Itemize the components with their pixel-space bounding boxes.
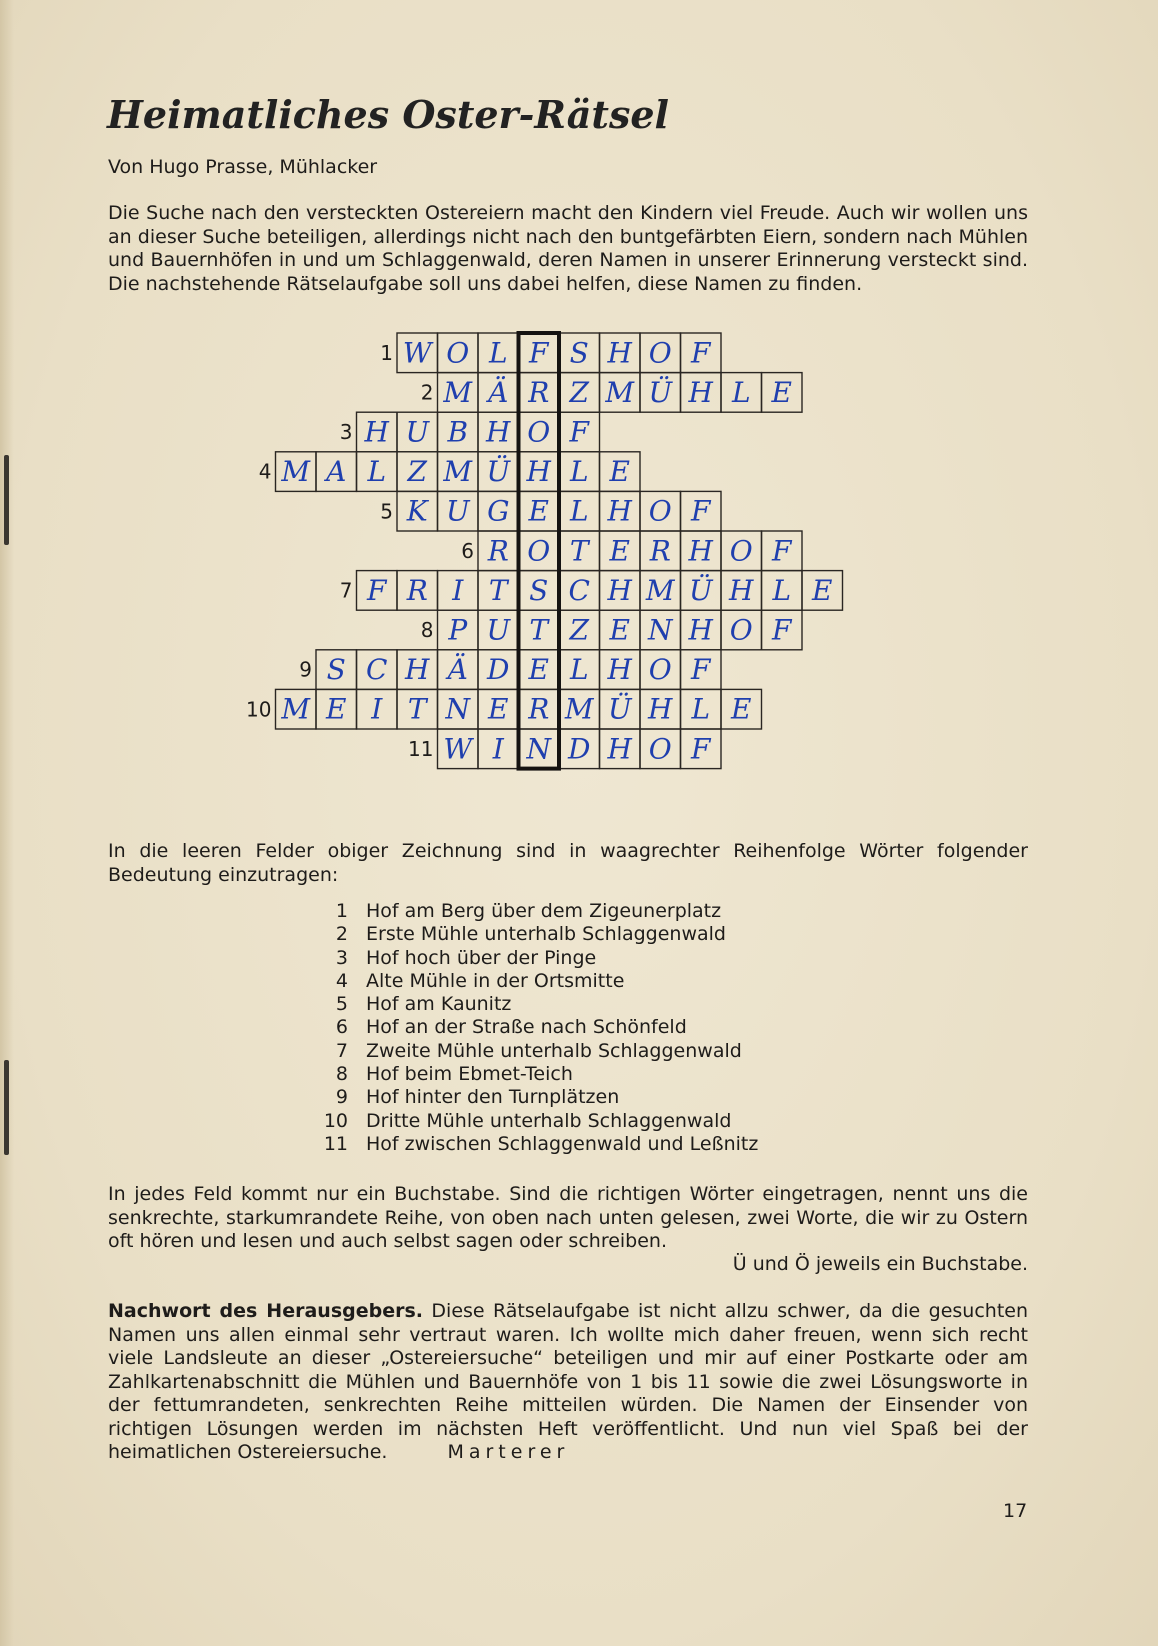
row-number: 6 (461, 538, 474, 563)
cell-letter: G (487, 494, 510, 528)
clue-number: 3 (335, 946, 348, 969)
row-number: 10 (246, 697, 272, 722)
cell-letter: S (569, 336, 589, 370)
cell-letter: T (407, 692, 427, 726)
cell-letter: B (447, 415, 469, 449)
clue-text: Alte Mühle in der Ortsmitte (366, 969, 625, 992)
cell-letter: R (649, 534, 671, 568)
cell-letter: H (688, 613, 713, 647)
row-number: 7 (339, 578, 353, 603)
cell-letter: E (528, 653, 549, 687)
cell-letter: M (605, 375, 635, 409)
cell-letter: D (487, 653, 510, 687)
row-number: 2 (420, 380, 434, 405)
cell-letter: W (402, 336, 432, 370)
cell-letter: Ü (648, 375, 673, 409)
cell-letter: C (366, 653, 388, 687)
cell-letter: L (569, 455, 589, 489)
cell-letter: O (648, 732, 672, 766)
cell-letter: L (569, 653, 589, 687)
clue-number: 11 (323, 1132, 348, 1155)
signature: Marterer (447, 1441, 570, 1463)
clue-item (318, 900, 878, 923)
cell-letter: Z (569, 375, 589, 409)
clue-number: 7 (335, 1039, 348, 1062)
cell-letter: M (564, 692, 594, 726)
clue-item (318, 1040, 878, 1063)
clue-item (318, 993, 878, 1016)
cell-letter: O (648, 653, 672, 687)
cell-letter: E (609, 534, 630, 568)
cell-letter: H (607, 653, 632, 687)
clue-list (318, 900, 878, 1156)
cell-letter: H (364, 415, 389, 449)
cell-letter: T (488, 573, 508, 607)
cell-letter: F (691, 653, 711, 687)
cell-letter: O (648, 336, 672, 370)
cell-letter: S (529, 573, 549, 607)
clue-item (318, 1133, 878, 1156)
cell-letter: Ä (447, 653, 468, 687)
cell-letter: F (529, 336, 549, 370)
clue-text: Hof an der Straße nach Schönfeld (366, 1016, 687, 1039)
cell-letter: E (771, 375, 792, 409)
cell-letter: H (688, 375, 713, 409)
cell-letter: L (772, 573, 792, 607)
author-line: Von Hugo Prasse, Mühlacker (108, 156, 378, 178)
clue-number: 10 (323, 1109, 348, 1132)
cell-letter: N (526, 732, 551, 766)
row-number: 5 (380, 499, 393, 524)
cell-letter: Ü (607, 692, 632, 726)
cell-letter: Ü (486, 455, 511, 489)
cell-letter: Ä (488, 375, 509, 409)
cell-letter: C (568, 573, 590, 607)
cell-letter: L (569, 494, 589, 528)
clue-text: Hof beim Ebmet-Teich (366, 1063, 573, 1086)
cell-letter: W (443, 732, 473, 766)
row-number: 8 (420, 618, 434, 643)
clue-item (318, 923, 878, 946)
cell-letter: O (648, 494, 672, 528)
afterword-text: Diese Rätselaufgabe ist nicht allzu schwer, da die gesuchten Namen uns allen einmal sehr vertraut waren. Ich wollte mich daher freuen, wenn sich recht viele Landsleute an dieser „Ostereiersuche“ beteiligen und mir auf einer Postkarte oder am Zahlkartenabschnitt die Mühlen und Bauernhöfe von 1 bis 11 sowie die zwei Lösungsworte in der fettumrandeten, senkrechten Reihe mitteilen würden. Die Namen der Einsender von richtigen Lösungen werden im nächsten Heft veröffentlicht. Und nun viel Spaß bei der heimatlichen Ostereiersuche. (108, 1300, 1028, 1463)
intro-paragraph: Die Suche nach den versteckten Ostereiern macht den Kindern viel Freude. Auch wir wollen uns an dieser Suche beteiligen, allerdings nicht nach den buntgefärbten Eiern, sondern nach Mühlen und Bauernhöfen in und um Schlaggenwald, deren Namen in unserer Erinnerung versteckt sind. Die nachstehende Rätselaufgabe soll uns dabei helfen, diese Namen zu finden. (108, 202, 1028, 295)
page-title: Heimatliches Oster-Rätsel (107, 92, 669, 137)
clue-text: Hof hinter den Turnplätzen (366, 1086, 620, 1109)
cell-letter: H (607, 494, 632, 528)
clue-text: Hof am Berg über dem Zigeunerplatz (366, 900, 722, 922)
row-number: 1 (380, 340, 393, 365)
cell-letter: E (609, 613, 630, 647)
cell-letter: H (526, 455, 551, 489)
cell-letter: O (527, 415, 551, 449)
cell-letter: L (691, 692, 711, 726)
cell-letter: N (648, 613, 673, 647)
cell-letter: F (367, 573, 387, 607)
clue-number: 9 (335, 1086, 348, 1109)
cell-letter: O (729, 613, 753, 647)
cell-letter: H (688, 534, 713, 568)
cell-letter: U (405, 415, 430, 449)
cell-letter: P (448, 613, 468, 647)
cell-letter: H (607, 732, 632, 766)
cell-letter: R (528, 692, 550, 726)
clue-number: 1 (335, 900, 348, 922)
cell-letter: L (731, 375, 751, 409)
clue-number: 5 (335, 993, 348, 1016)
clue-item (318, 970, 878, 993)
cell-letter: E (488, 692, 509, 726)
cell-letter: H (405, 653, 430, 687)
afterword-heading: Nachwort des Herausgebers. (108, 1300, 423, 1322)
umlaut-note: Ü und Ö jeweils ein Buchstabe. (732, 1253, 1028, 1275)
cell-letter: M (281, 692, 311, 726)
cell-letter: H (648, 692, 673, 726)
cell-letter: M (281, 455, 311, 489)
cell-letter: K (406, 494, 428, 528)
clue-item (318, 947, 878, 970)
cell-letter: H (607, 573, 632, 607)
instruction-paragraph: In die leeren Felder obiger Zeichnung sind in waagrechter Reihenfolge Wörter folgender Bedeutung einzutragen: (108, 840, 1028, 886)
cell-letter: L (367, 455, 387, 489)
cell-letter: R (406, 573, 428, 607)
cell-letter: U (486, 613, 511, 647)
cell-letter: F (772, 534, 792, 568)
clue-text: Dritte Mühle unterhalb Schlaggenwald (366, 1109, 732, 1132)
clue-text: Erste Mühle unterhalb Schlaggenwald (366, 923, 726, 946)
cell-letter: R (528, 375, 550, 409)
cell-letter: U (445, 494, 470, 528)
clue-item (318, 1063, 878, 1086)
clue-item (318, 1110, 878, 1133)
cell-letter: A (326, 455, 347, 489)
clue-text: Hof hoch über der Pinge (366, 946, 597, 969)
cell-letter: F (691, 494, 711, 528)
clue-number: 4 (335, 969, 348, 992)
cell-letter: I (492, 732, 504, 766)
cell-letter: M (443, 375, 473, 409)
cell-letter: M (645, 573, 675, 607)
clue-number: 6 (335, 1016, 348, 1039)
cell-letter: Z (569, 613, 589, 647)
cell-letter: L (488, 336, 508, 370)
cell-letter: H (607, 336, 632, 370)
cell-letter: E (609, 455, 630, 489)
clue-item (318, 1016, 878, 1039)
cell-letter: I (371, 692, 383, 726)
clue-text: Hof zwischen Schlaggenwald und Leßnitz (366, 1132, 759, 1155)
cell-letter: F (569, 415, 589, 449)
clue-text: Hof am Kaunitz (366, 993, 512, 1016)
cell-letter: E (731, 692, 752, 726)
clue-text: Zweite Mühle unterhalb Schlaggenwald (366, 1039, 742, 1062)
cell-letter: D (568, 732, 591, 766)
cell-letter: E (326, 692, 347, 726)
cell-letter: S (326, 653, 346, 687)
cell-letter: R (487, 534, 509, 568)
afterword-paragraph (108, 1300, 1028, 1465)
cell-letter: I (452, 573, 464, 607)
row-number: 3 (339, 420, 353, 445)
cell-letter: Z (407, 455, 427, 489)
clue-number: 8 (335, 1063, 348, 1086)
cell-letter: H (486, 415, 511, 449)
clue-number: 2 (335, 923, 348, 946)
cell-letter: T (569, 534, 589, 568)
cell-letter: Ü (688, 573, 713, 607)
cell-letter: O (729, 534, 753, 568)
cell-letter: F (691, 732, 711, 766)
clue-item (318, 1086, 878, 1109)
cell-letter: O (446, 336, 470, 370)
cell-letter: O (527, 534, 551, 568)
page-number: 17 (1003, 1500, 1028, 1522)
row-number: 9 (299, 657, 312, 682)
cell-letter: F (691, 336, 711, 370)
cell-letter: E (528, 494, 549, 528)
cell-letter: N (445, 692, 470, 726)
cell-letter: E (812, 573, 833, 607)
cell-letter: H (729, 573, 754, 607)
rule-paragraph: In jedes Feld kommt nur ein Buchstabe. Sind die richtigen Wörter eingetragen, nennt uns die senkrechte, starkumrandete Reihe, von oben nach unten gelesen, zwei Worte, die wir zu Ostern oft hören und lesen und auch selbst sagen oder schreiben. (108, 1183, 1028, 1252)
row-number: 11 (408, 736, 434, 761)
cell-letter: M (443, 455, 473, 489)
row-number: 4 (258, 459, 272, 484)
cell-letter: F (772, 613, 792, 647)
cell-letter: T (529, 613, 549, 647)
